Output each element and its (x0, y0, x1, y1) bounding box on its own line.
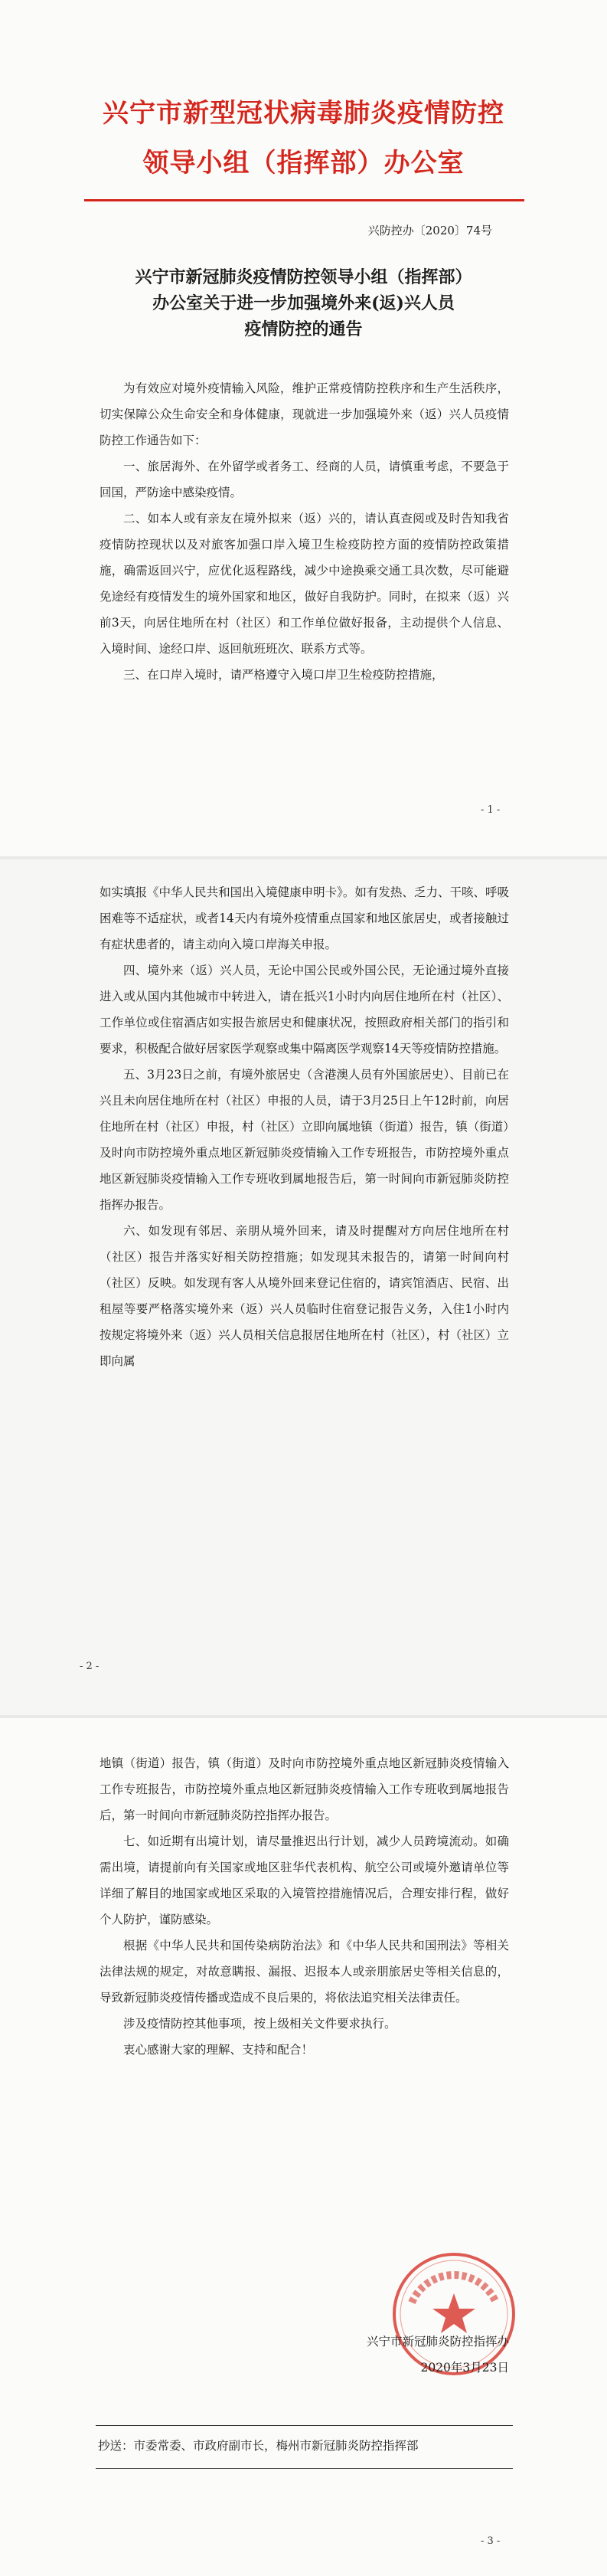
signature-org: 兴宁市新冠肺炎防控指挥办 (366, 2335, 509, 2349)
page-number: - 2 - (80, 1661, 100, 1672)
page-number: - 1 - (481, 804, 501, 816)
page2-body (100, 879, 509, 1374)
red-header-rule (84, 199, 524, 201)
signature-block (367, 2329, 509, 2381)
paragraph: 涉及疫情防控其他事项，按上级相关文件要求执行。 (123, 2017, 397, 2031)
paragraph: 三、在口岸入境时，请严格遵守入境口岸卫生检疫防控措施， (123, 668, 444, 682)
paragraph: 为有效应对境外疫情输入风险，维护正常疫情防控秩序和生产生活秩序，切实保障公众生命安全和身体健康，现就进一步加强境外来（返）兴人员疫情防控工作通告如下： (100, 381, 509, 447)
cc-divider-bottom (96, 2468, 513, 2469)
paragraph: 二、如本人或有亲友在境外拟来（返）兴的，请认真查阅或及时告知我省疫情防控现状以及对旅客加强口岸入境卫生检疫防控方面的疫情防控政策措施，确需返回兴宁，应优化返程路线，减少中途换乘交通工具次数，尽可能避免途经有疫情发生的境外国家和地区，做好自我防护。同时，在拟来（返）兴前3天，向居住地所在村（社区）和工作单位做好报备，主动提供个人信息、入境时间、途经口岸、返回航班班次、联系方式等。 (100, 512, 509, 656)
red-header-title-line1: 兴宁市新型冠状病毒肺炎疫情防控 (103, 98, 504, 129)
paragraph: 七、如近期有出境计划，请尽量推迟出行计划，减少人员跨境流动。如确需出境，请提前向有关国家或地区驻华代表机构、航空公司或境外邀请单位等详细了解目的地国家或地区采取的入境管控措施情况后，合理安排行程，做好个人防护，谨防感染。 (100, 1835, 509, 1926)
paragraph: 四、境外来（返）兴人员，无论中国公民或外国公民，无论通过境外直接进入或从国内其他城市中转进入，请在抵兴1小时内向居住地所在村（社区）、工作单位或住宿酒店如实报告旅居史和健康状况，按照政府相关部门的指引和要求，积极配合做好居家医学观察或集中隔离医学观察14天等疫情防控措施。 (100, 964, 509, 1056)
paragraph: 五、3月23日之前，有境外旅居史（含港澳人员有外国旅居史）、目前已在兴且未向居住地所在村（社区）申报的人员，请于3月25日上午12时前，向居住地所在村（社区）申报，村（社区）立即向属地镇（街道）报告，镇（街道）及时向市防控境外重点地区新冠肺炎疫情输入工作专班报告，市防控境外重点地区新冠肺炎疫情输入工作专班收到属地报告后，第一时间向市新冠肺炎防控指挥办报告。 (100, 1068, 509, 1212)
paragraph: 根据《中华人民共和国传染病防治法》和《中华人民共和国刑法》等相关法律法规的规定，对故意瞒报、漏报、迟报本人或亲朋旅居史等相关信息的，导致新冠肺炎疫情传播或造成不良后果的，将依法追究相关法律责任。 (100, 1939, 509, 2005)
page-number: - 3 - (481, 2535, 501, 2547)
notice-title-line: 兴宁市新冠肺炎疫情防控领导小组（指挥部） (135, 267, 472, 287)
page1-body (100, 375, 509, 688)
paragraph: 如实填报《中华人民共和国出入境健康申明卡》。如有发热、乏力、干咳、呼吸困难等不适症状，或者14天内有境外疫情重点国家和地区旅居史，或者接触过有症状患者的，请主动向入境口岸海关申报。 (100, 885, 509, 951)
notice-title-line: 办公室关于进一步加强境外来(返)兴人员 (152, 293, 455, 313)
red-header-title-line2: 领导小组（指挥部）办公室 (142, 148, 465, 178)
cc-line: 抄送：市委常委、市政府副市长，梅州市新冠肺炎防控指挥部 (98, 2439, 419, 2453)
notice-title (0, 264, 607, 342)
paragraph: 衷心感谢大家的理解、支持和配合！ (123, 2043, 314, 2057)
document-number: 兴防控办〔2020〕74号 (367, 224, 492, 237)
paragraph: 一、旅居海外、在外留学或者务工、经商的人员，请慎重考虑，不要急于回国，严防途中感染疫情。 (100, 460, 509, 499)
page3-body (100, 1750, 509, 2063)
signature-date: 2020年3月23日 (420, 2361, 509, 2375)
notice-title-line: 疫情防控的通告 (244, 319, 363, 339)
cc-divider-top (96, 2425, 513, 2426)
paragraph: 地镇（街道）报告，镇（街道）及时向市防控境外重点地区新冠肺炎疫情输入工作专班报告，市防控境外重点地区新冠肺炎疫情输入工作专班收到属地报告后，第一时间向市新冠肺炎防控指挥办报告。 (100, 1756, 509, 1822)
paragraph: 六、如发现有邻居、亲朋从境外回来，请及时提醒对方向居住地所在村（社区）报告并落实好相关防控措施；如发现其未报告的，请第一时间向村（社区）反映。如发现有客人从境外回来登记住宿的，请宾馆酒店、民宿、出租屋等要严格落实境外来（返）兴人员临时住宿登记报告义务，入住1小时内按规定将境外来（返）兴人员相关信息报居住地所在村（社区），村（社区）立即向属 (100, 1224, 509, 1368)
